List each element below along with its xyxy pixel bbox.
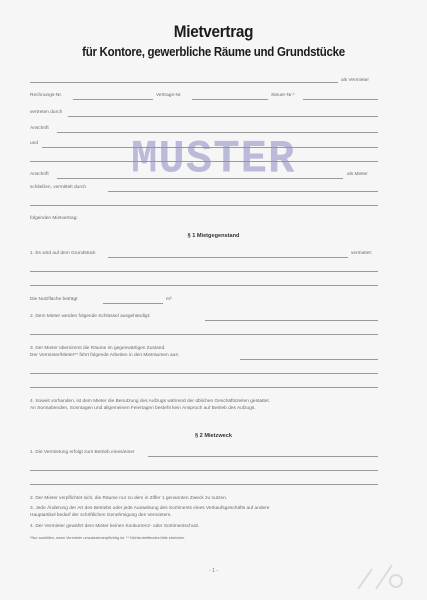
s2-p3b: Hauptartikel bedarf der schriftlichen Genehmigung des Vermieters.: [30, 513, 172, 518]
arbeiten-field[interactable]: [240, 359, 378, 360]
section-1-heading: § 1 Mietgegenstand: [187, 233, 240, 239]
page-number: - 1 -: [209, 568, 218, 574]
s2-p1: 1. Die Vermietung erfolgt zum Betrieb eines/einer: [30, 450, 135, 455]
muster-stamp: MUSTER: [131, 133, 296, 187]
label-anschrift-mieter: Anschrift: [30, 172, 49, 177]
vermittler-field[interactable]: [108, 191, 378, 192]
mietgegenstand-line-1[interactable]: [30, 271, 378, 272]
betrieb-line-2[interactable]: [30, 470, 378, 471]
label-qm: m²: [166, 297, 172, 302]
s2-p2: 2. Der Mieter verpflichtet sich, die Räume nur zu dem in Ziffer 1 genannten Zweck zu nutzen.: [30, 496, 228, 501]
steuer-nr-field[interactable]: [303, 99, 378, 100]
label-anschrift-vermieter: Anschrift: [30, 126, 49, 131]
footnote: *Nur ausfüllen, wenn Vermieter umsatzsteuerpflichtig ist. ** Nichtzutreffendes bitte streichen.: [30, 536, 186, 540]
nutzflaeche-field[interactable]: [103, 303, 163, 304]
betrieb-field[interactable]: [148, 456, 378, 457]
label-als-vermieter: als Vermieter: [341, 78, 369, 83]
arbeiten-line-3[interactable]: [30, 387, 378, 388]
vertrags-nr-field[interactable]: [192, 99, 268, 100]
s1-p4b: An Sonnabenden, Sonntagen und allgemeinen Feiertagen besteht kein Anspruch auf Betrieb des Aufzugs.: [30, 406, 256, 411]
section-2-heading: § 2 Mietzweck: [195, 433, 232, 439]
label-rechnungs-nr: Rechnungs-Nr.: [30, 93, 62, 98]
schluessel-field[interactable]: [205, 320, 378, 321]
grundstueck-field[interactable]: [108, 257, 348, 258]
label-vertreten-durch: vertreten durch: [30, 110, 63, 115]
document-subtitle: für Kontore, gewerbliche Räume und Grundstücke: [82, 45, 345, 59]
s1-p3b: Der Vermieter/Mieter** führt folgende Arbeiten in den Mieträumen aus:: [30, 353, 180, 358]
s1-p1: 1. Es wird auf dem Grundstück: [30, 251, 96, 256]
landlord-name-field[interactable]: [30, 82, 338, 83]
rechnungs-nr-field[interactable]: [73, 99, 153, 100]
document-title: Mietvertrag: [173, 22, 254, 41]
watermark-graphic: [352, 555, 412, 595]
label-und: und: [30, 141, 39, 146]
vertreten-durch-field[interactable]: [68, 116, 378, 117]
vermittler-field-2[interactable]: [30, 205, 378, 206]
label-vertrags-nr: Vertrags-Nr.: [156, 93, 182, 98]
label-als-mieter: als Mieter: [347, 172, 368, 177]
arbeiten-line-2[interactable]: [30, 373, 378, 374]
label-steuer-nr: Steuer-Nr.*: [271, 93, 295, 98]
s1-p4a: 4. Soweit vorhanden, ist dem Mieter die Benutzung des Aufzugs während der üblichen Geschäftszeiten gestattet.: [30, 399, 270, 404]
label-nutzflaeche: Die Nutzfläche beträgt: [30, 297, 78, 302]
label-schliessen: schließen, vermittelt durch: [30, 185, 86, 190]
s2-p4: 4. Der Vermieter gewährt dem Mieter keinen Konkurrenz- oder Sortimentschutz.: [30, 524, 200, 529]
betrieb-line-3[interactable]: [30, 484, 378, 485]
label-vermietet: vermietet:: [351, 251, 373, 256]
schluessel-line-2[interactable]: [30, 334, 378, 335]
s1-p2: 2. Dem Mieter werden folgende Schlüssel ausgehändigt:: [30, 314, 151, 319]
s2-p3a: 3. Jede Änderung der Art des Betriebs oder jede Ausweitung des Sortiments eines Verkaufsgeschäfts auf andere: [30, 506, 270, 511]
s1-p3a: 3. Der Mieter übernimmt die Räume im gegenwärtigen Zustand.: [30, 346, 166, 351]
label-folgenden-mietvertrag: folgenden Mietvertrag:: [30, 216, 78, 221]
mietgegenstand-line-2[interactable]: [30, 285, 378, 286]
